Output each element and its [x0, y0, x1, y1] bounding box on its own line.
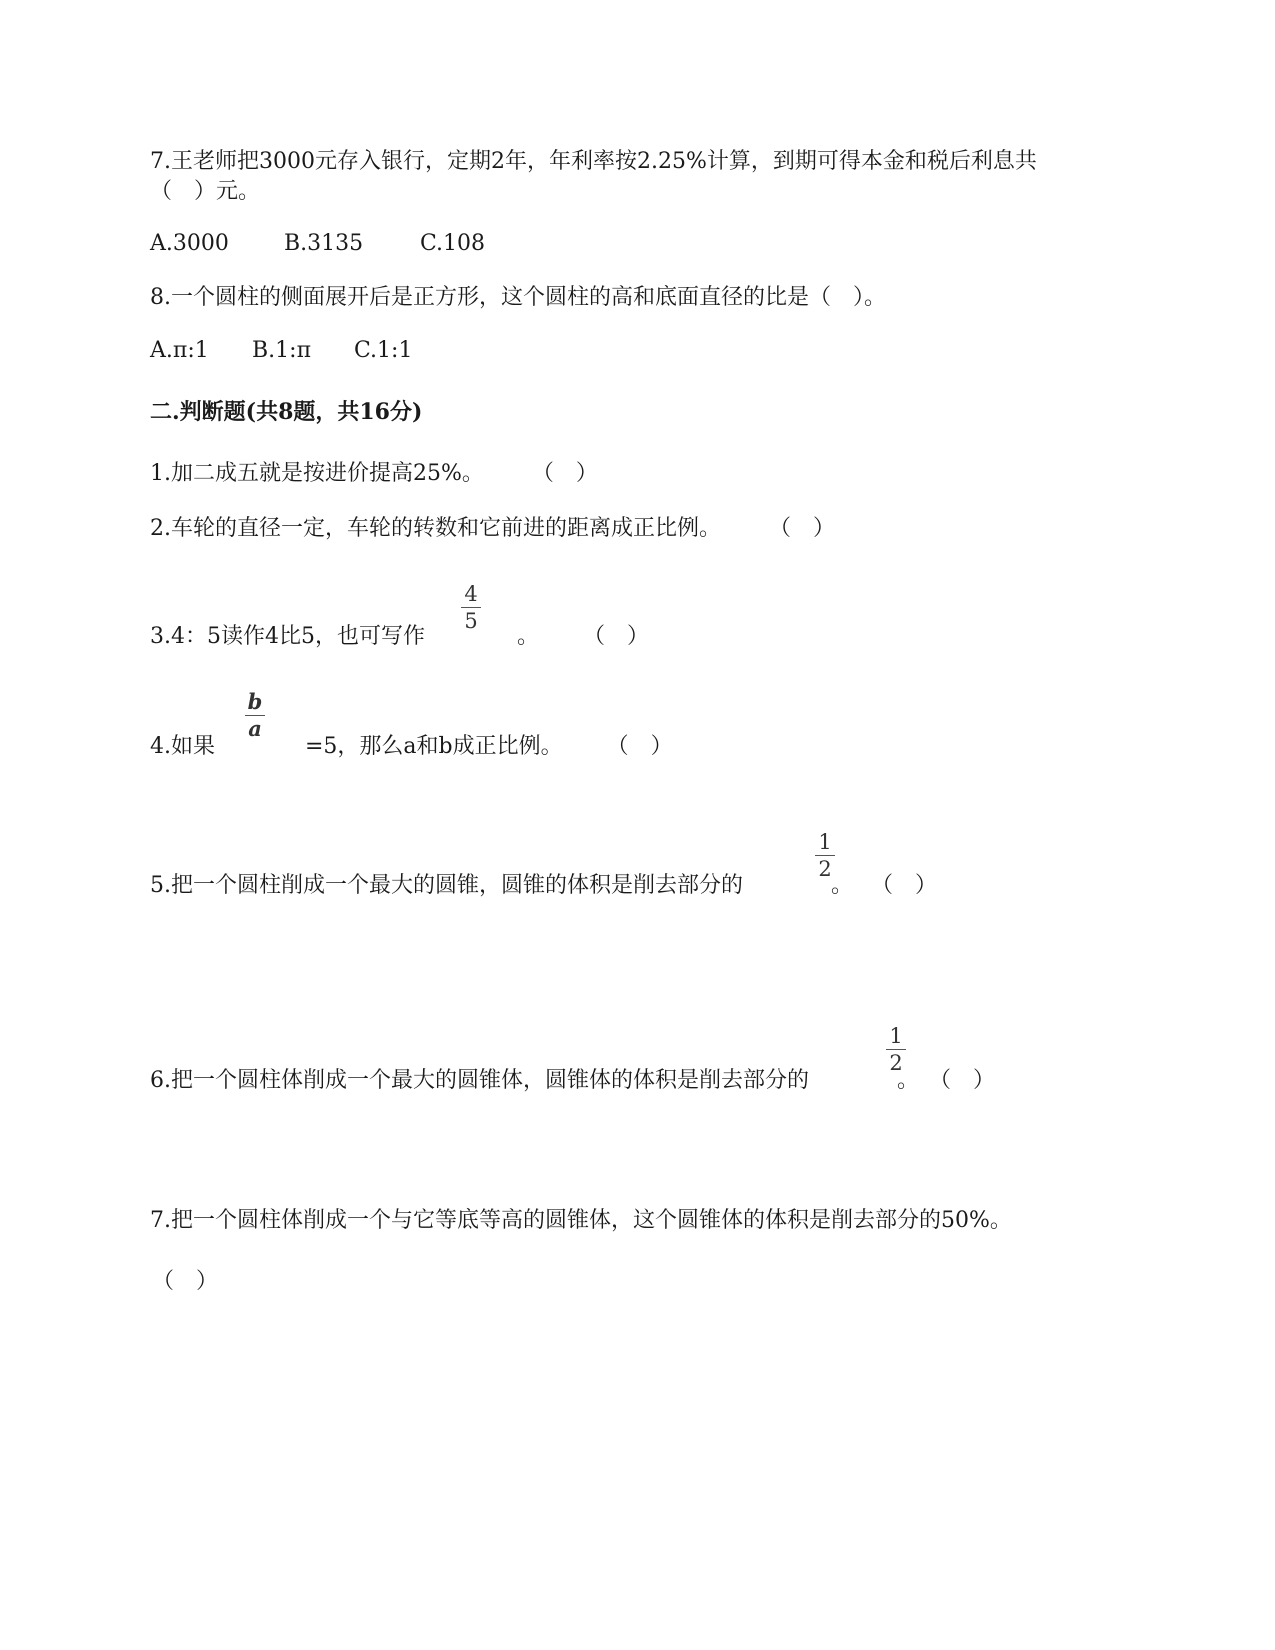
judgment-5: [150, 871, 937, 901]
judgment-2: [150, 514, 835, 544]
judgment-3: [150, 622, 649, 652]
judgment-4: [150, 732, 673, 762]
judgment-text-end: 。: [831, 873, 854, 898]
answer-paren: （ ）: [769, 516, 836, 541]
answer-paren: （ ）: [531, 461, 598, 486]
question-8: 8.一个圆柱的侧面展开后是正方形，这个圆柱的高和底面直径的比是（ ）。: [150, 285, 886, 310]
fraction-bar: [461, 607, 481, 608]
judgment-text: 5.把一个圆柱削成一个最大的圆锥，圆锥的体积是削去部分的: [150, 873, 743, 898]
fraction-numerator: 1: [889, 1024, 903, 1048]
option-b: B.1:π: [252, 338, 312, 363]
judgment-text-end: 。: [897, 1068, 920, 1093]
question-7-options: [150, 229, 485, 259]
fraction-denominator: a: [248, 716, 262, 741]
judgment-text: 4.如果: [150, 734, 215, 759]
fraction-denominator: 2: [889, 1051, 903, 1075]
option-a: A.π:1: [150, 338, 209, 363]
answer-paren: （ ）: [871, 873, 938, 898]
fraction-denominator: 5: [464, 609, 478, 633]
judgment-text-end: 。: [516, 624, 539, 649]
judgment-text: 3.4：5读作4比5，也可写作: [150, 624, 425, 649]
fraction-numerator: 1: [818, 830, 832, 854]
judgment-1: [150, 459, 598, 489]
answer-paren: （ ）: [583, 624, 650, 649]
question-7-line-1: 7.王老师把3000元存入银行，定期2年，年利率按2.25%计算，到期可得本金和税后利息共: [150, 149, 1037, 174]
judgment-text: 2.车轮的直径一定，车轮的转数和它前进的距离成正比例。: [150, 516, 721, 541]
option-c: C.1:1: [354, 338, 413, 363]
judgment-text: 6.把一个圆柱体削成一个最大的圆锥体，圆锥体的体积是削去部分的: [150, 1068, 809, 1093]
fraction-numerator: 4: [464, 582, 478, 606]
answer-paren: （ ）: [152, 1269, 219, 1294]
fraction-denominator: 2: [818, 857, 832, 881]
judgment-6: [150, 1066, 995, 1096]
section-heading: 二.判断题(共8题，共16分): [150, 399, 423, 425]
judgment-text-end: =5，那么a和b成正比例。: [305, 734, 563, 759]
fraction-bar: [886, 1049, 906, 1050]
answer-paren: （ ）: [606, 734, 673, 759]
option-b: B.3135: [284, 231, 364, 256]
fraction-bar: [815, 855, 835, 856]
judgment-7: 7.把一个圆柱体削成一个与它等底等高的圆锥体，这个圆锥体的体积是削去部分的50%。: [150, 1208, 1012, 1233]
question-8-options: [150, 336, 412, 366]
answer-paren: （ ）: [929, 1068, 996, 1093]
option-a: A.3000: [150, 231, 229, 256]
option-c: C.108: [420, 231, 486, 256]
fraction-numerator: b: [247, 689, 263, 714]
judgment-text: 1.加二成五就是按进价提高25%。: [150, 461, 484, 486]
question-7-line-2: （ ）元。: [150, 179, 261, 204]
